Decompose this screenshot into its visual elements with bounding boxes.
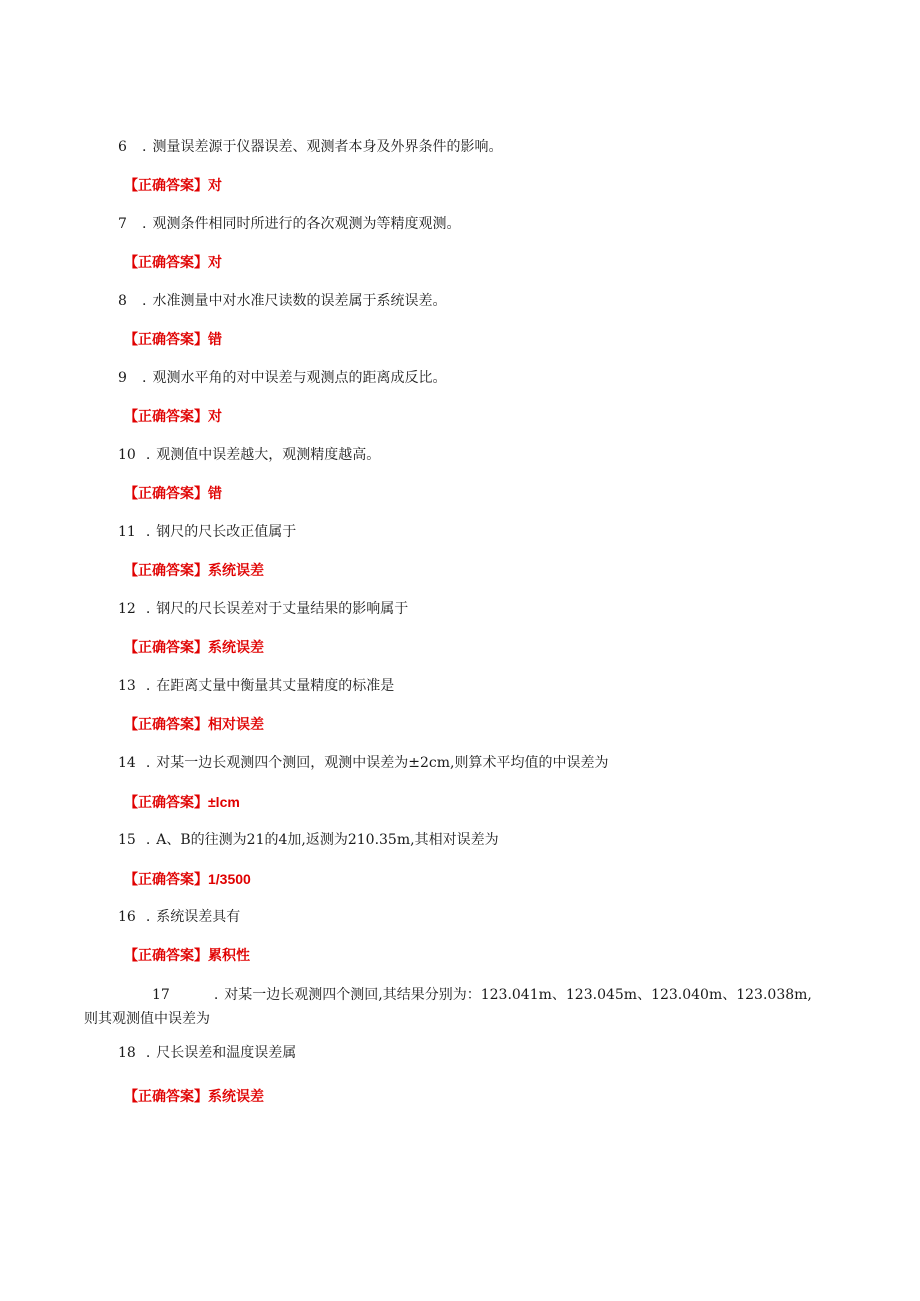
question-18 [118,1043,296,1063]
answer-label: 【正确答案】 [124,872,208,888]
question-number: 14 [118,755,136,771]
answer-value: 系统误差 [208,1089,264,1105]
question-number: 13 [118,678,136,694]
answer-18 [124,1087,264,1107]
answer-value: 系统误差 [208,563,264,579]
question-number: 17 [152,987,170,1003]
question-number: 6 [118,139,127,155]
question-text: 水准测量中对水准尺读数的误差属于系统误差。 [152,293,447,309]
answer-label: 【正确答案】 [124,795,208,811]
answer-8 [124,330,222,350]
question-17 [84,983,824,1031]
question-10 [118,445,380,465]
question-text: 观测值中误差越大，观测精度越高。 [156,447,381,463]
question-8 [118,291,446,311]
answer-label: 【正确答案】 [124,563,208,579]
question-text: 尺长误差和温度误差属 [156,1045,297,1061]
question-11 [118,522,296,542]
answer-value: 相对误差 [208,717,264,733]
question-separator: . [145,755,151,771]
answer-12 [124,638,264,658]
question-separator: . [145,447,151,463]
question-separator: . [142,139,147,155]
answer-label: 【正确答案】 [124,640,208,656]
question-13 [118,676,394,696]
question-16 [118,907,240,927]
answer-label: 【正确答案】 [124,1089,208,1105]
question-text: A、B的往测为21的4加,返测为210.35m,其相对误差为 [156,832,499,848]
question-separator: . [142,216,147,232]
question-number: 8 [118,293,127,309]
answer-value: 1/3500 [208,871,251,887]
question-text: 测量误差源于仪器误差、观测者本身及外界条件的影响。 [152,139,503,155]
question-separator: . [145,909,151,925]
question-text: 观测水平角的对中误差与观测点的距离成反比。 [152,370,447,386]
question-number: 9 [118,370,127,386]
question-number: 7 [118,216,127,232]
question-text: 钢尺的尺长改正值属于 [156,524,297,540]
answer-value: 错 [208,332,222,348]
answer-value: 累积性 [208,948,250,964]
question-number: 10 [118,447,136,463]
answer-value: ±lcm [208,794,240,810]
answer-15 [124,869,251,890]
question-text: 对某一边长观测四个测回,其结果分别为：123.041m、123.045m、123.040m、123.038m,则其观测值中误差为 [84,987,812,1027]
question-separator: . [142,293,147,309]
question-9 [118,368,446,388]
answer-value: 系统误差 [208,640,264,656]
question-12 [118,599,408,619]
answer-label: 【正确答案】 [124,332,208,348]
answer-label: 【正确答案】 [124,409,208,425]
question-separator: . [145,1045,151,1061]
answer-13 [124,715,264,735]
question-text: 系统误差具有 [156,909,241,925]
question-separator: . [142,370,147,386]
answer-label: 【正确答案】 [124,717,208,733]
question-separator: . [145,601,151,617]
answer-16 [124,946,250,966]
answer-11 [124,561,264,581]
question-separator: . [145,678,151,694]
answer-label: 【正确答案】 [124,486,208,502]
question-14 [118,753,608,773]
answer-7 [124,253,222,273]
question-number: 11 [118,524,136,540]
question-separator: . [145,524,151,540]
answer-14 [124,792,240,813]
answer-value: 对 [208,409,222,425]
question-number: 16 [118,909,136,925]
question-text: 观测条件相同时所进行的各次观测为等精度观测。 [152,216,461,232]
question-15 [118,830,499,850]
question-number: 12 [118,601,136,617]
question-7 [118,214,460,234]
question-6 [118,137,502,157]
question-text: 对某一边长观测四个测回，观测中误差为±2cm,则算术平均值的中误差为 [156,755,609,771]
answer-value: 错 [208,486,222,502]
answer-value: 对 [208,255,222,271]
question-text: 在距离丈量中衡量其丈量精度的标准是 [156,678,395,694]
question-number: 18 [118,1045,136,1061]
answer-label: 【正确答案】 [124,255,208,271]
question-separator: . [213,987,219,1003]
answer-label: 【正确答案】 [124,178,208,194]
answer-10 [124,484,222,504]
answer-label: 【正确答案】 [124,948,208,964]
answer-value: 对 [208,178,222,194]
answer-9 [124,407,222,427]
question-text: 钢尺的尺长误差对于丈量结果的影响属于 [156,601,409,617]
question-separator: . [145,832,151,848]
answer-6 [124,176,222,196]
question-number: 15 [118,832,136,848]
